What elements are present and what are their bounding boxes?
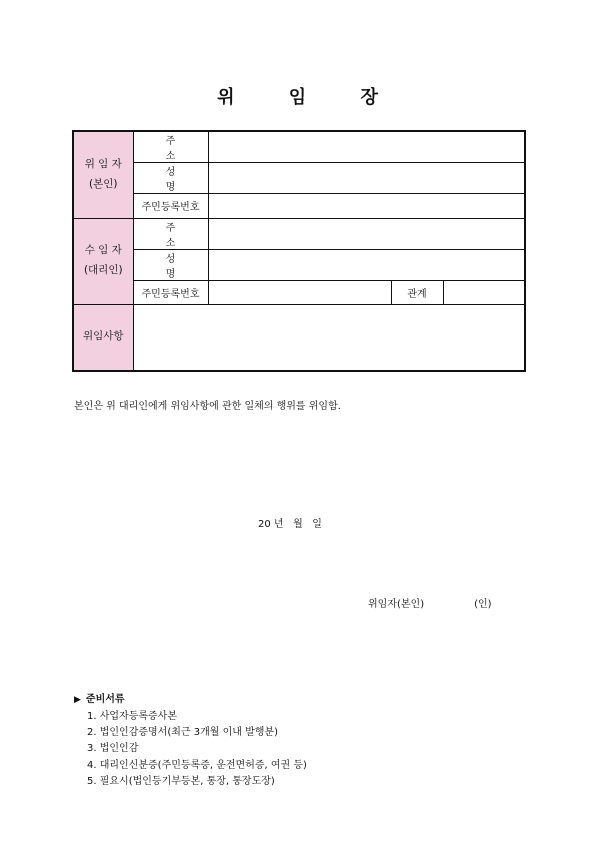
relation-field[interactable]	[443, 280, 525, 305]
delegator-header-line1: 위 임 자	[84, 157, 122, 170]
list-item: 4. 대리인신분증(주민등록증, 운전면허증, 여권 등)	[87, 759, 307, 771]
delegator-signature-label: 위임자(본인)	[368, 599, 425, 610]
required-documents-heading: 준비서류	[85, 694, 125, 705]
delegate-id-field[interactable]	[208, 280, 391, 305]
delegator-signature	[368, 595, 492, 610]
delegator-name-label: 성 명	[133, 163, 208, 194]
delegator-id-label: 주민등록번호	[133, 194, 208, 219]
list-item: 3. 법인인감	[87, 743, 139, 755]
required-documents-title	[74, 690, 307, 705]
delegator-address-field[interactable]	[208, 131, 525, 163]
list-item: 1. 사업자등록증사본	[87, 711, 177, 722]
list-item: 2. 법인인감증명서(최근 3개월 이내 발행분)	[87, 727, 278, 739]
matters-field[interactable]	[133, 305, 525, 371]
triangle-marker-icon: ▶	[74, 695, 81, 705]
delegation-form-table	[72, 130, 526, 372]
delegate-header-line2: (대리인)	[83, 264, 123, 277]
delegation-statement: 본인은 위 대리인에게 위임사항에 관한 일체의 행위를 위임함.	[74, 401, 341, 412]
delegate-id-label: 주민등록번호	[133, 280, 208, 305]
delegate-address-field[interactable]	[208, 218, 525, 249]
date-line: 20 년 월 일	[258, 519, 322, 530]
delegate-address-label: 주 소	[133, 218, 208, 249]
delegator-id-field[interactable]	[208, 194, 525, 219]
delegator-address-label: 주 소	[133, 131, 208, 163]
relation-label: 관계	[391, 280, 443, 305]
list-item: 5. 필요시(법인등기부등본, 통장, 통장도장)	[87, 775, 275, 787]
delegate-name-field[interactable]	[208, 249, 525, 280]
required-documents-list	[74, 709, 307, 790]
required-documents	[74, 690, 307, 790]
delegate-header-line1: 수 임 자	[84, 244, 122, 257]
matters-label: 위임사항	[73, 305, 133, 371]
document-title: 위 임 장	[217, 87, 402, 108]
delegator-header-line2: (본인)	[89, 177, 118, 190]
delegate-header	[73, 218, 133, 305]
delegate-name-label: 성 명	[133, 249, 208, 280]
delegator-name-field[interactable]	[208, 163, 525, 194]
delegator-header	[73, 131, 133, 218]
seal-mark: (인)	[474, 599, 492, 610]
